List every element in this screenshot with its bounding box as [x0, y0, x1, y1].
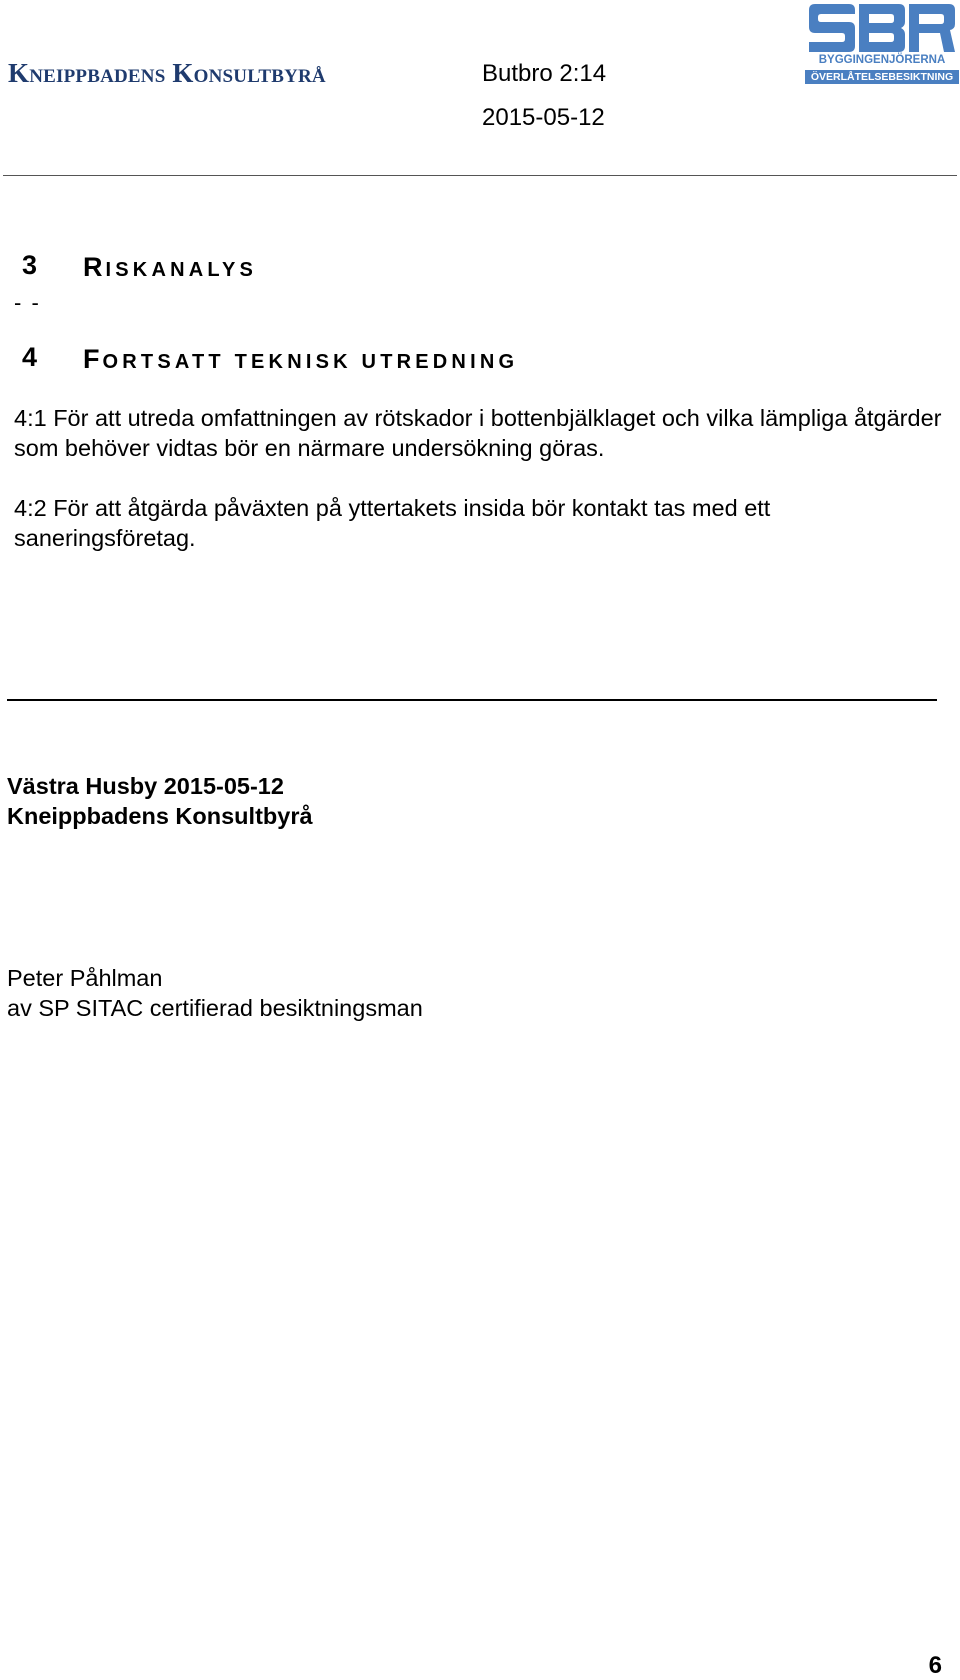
sbr-logo-letters	[805, 2, 959, 54]
section-4-title	[83, 344, 518, 375]
section-3-title	[83, 252, 257, 283]
signatory-name: Peter Påhlman	[7, 965, 163, 991]
section-4-title-initial: F	[83, 344, 103, 374]
paragraph-4-1: 4:1 För att utreda omfattningen av rötskador i bottenbjälklaget och vilka lämpliga åtgärder som behöver vidtas bör en närmare undersökning göras.	[14, 405, 942, 461]
signatory-title: av SP SITAC certifierad besiktningsman	[7, 995, 423, 1021]
document-date: 2015-05-12	[482, 104, 605, 131]
company-name: Kneippbadens Konsultbyrå	[8, 58, 326, 88]
paragraph-4-2: 4:2 För att åtgärda påväxten på yttertakets insida bör kontakt tas med ett saneringsföretag.	[14, 495, 771, 551]
page-number: 6	[928, 1652, 942, 1679]
document-reference: Butbro 2:14	[482, 60, 607, 87]
signature-divider	[7, 699, 937, 701]
section-3-title-initial: R	[83, 252, 106, 282]
logo-line-1: BYGGINGENJÖRERNA	[818, 54, 946, 66]
header-divider	[3, 175, 957, 176]
section-3-title-rest: ISKANALYS	[105, 259, 258, 281]
signature-place-date: Västra Husby 2015-05-12	[7, 773, 284, 799]
section-3-content: - -	[14, 290, 41, 315]
section-4-number: 4	[22, 342, 38, 372]
logo-line-2: ÖVERLÅTELSEBESIKTNING	[805, 70, 959, 84]
sbr-logo	[805, 2, 959, 85]
signature-company: Kneippbadens Konsultbyrå	[7, 803, 313, 829]
section-3-number: 3	[22, 250, 38, 280]
section-4-title-rest: ORTSATT TEKNISK UTREDNING	[102, 351, 519, 373]
